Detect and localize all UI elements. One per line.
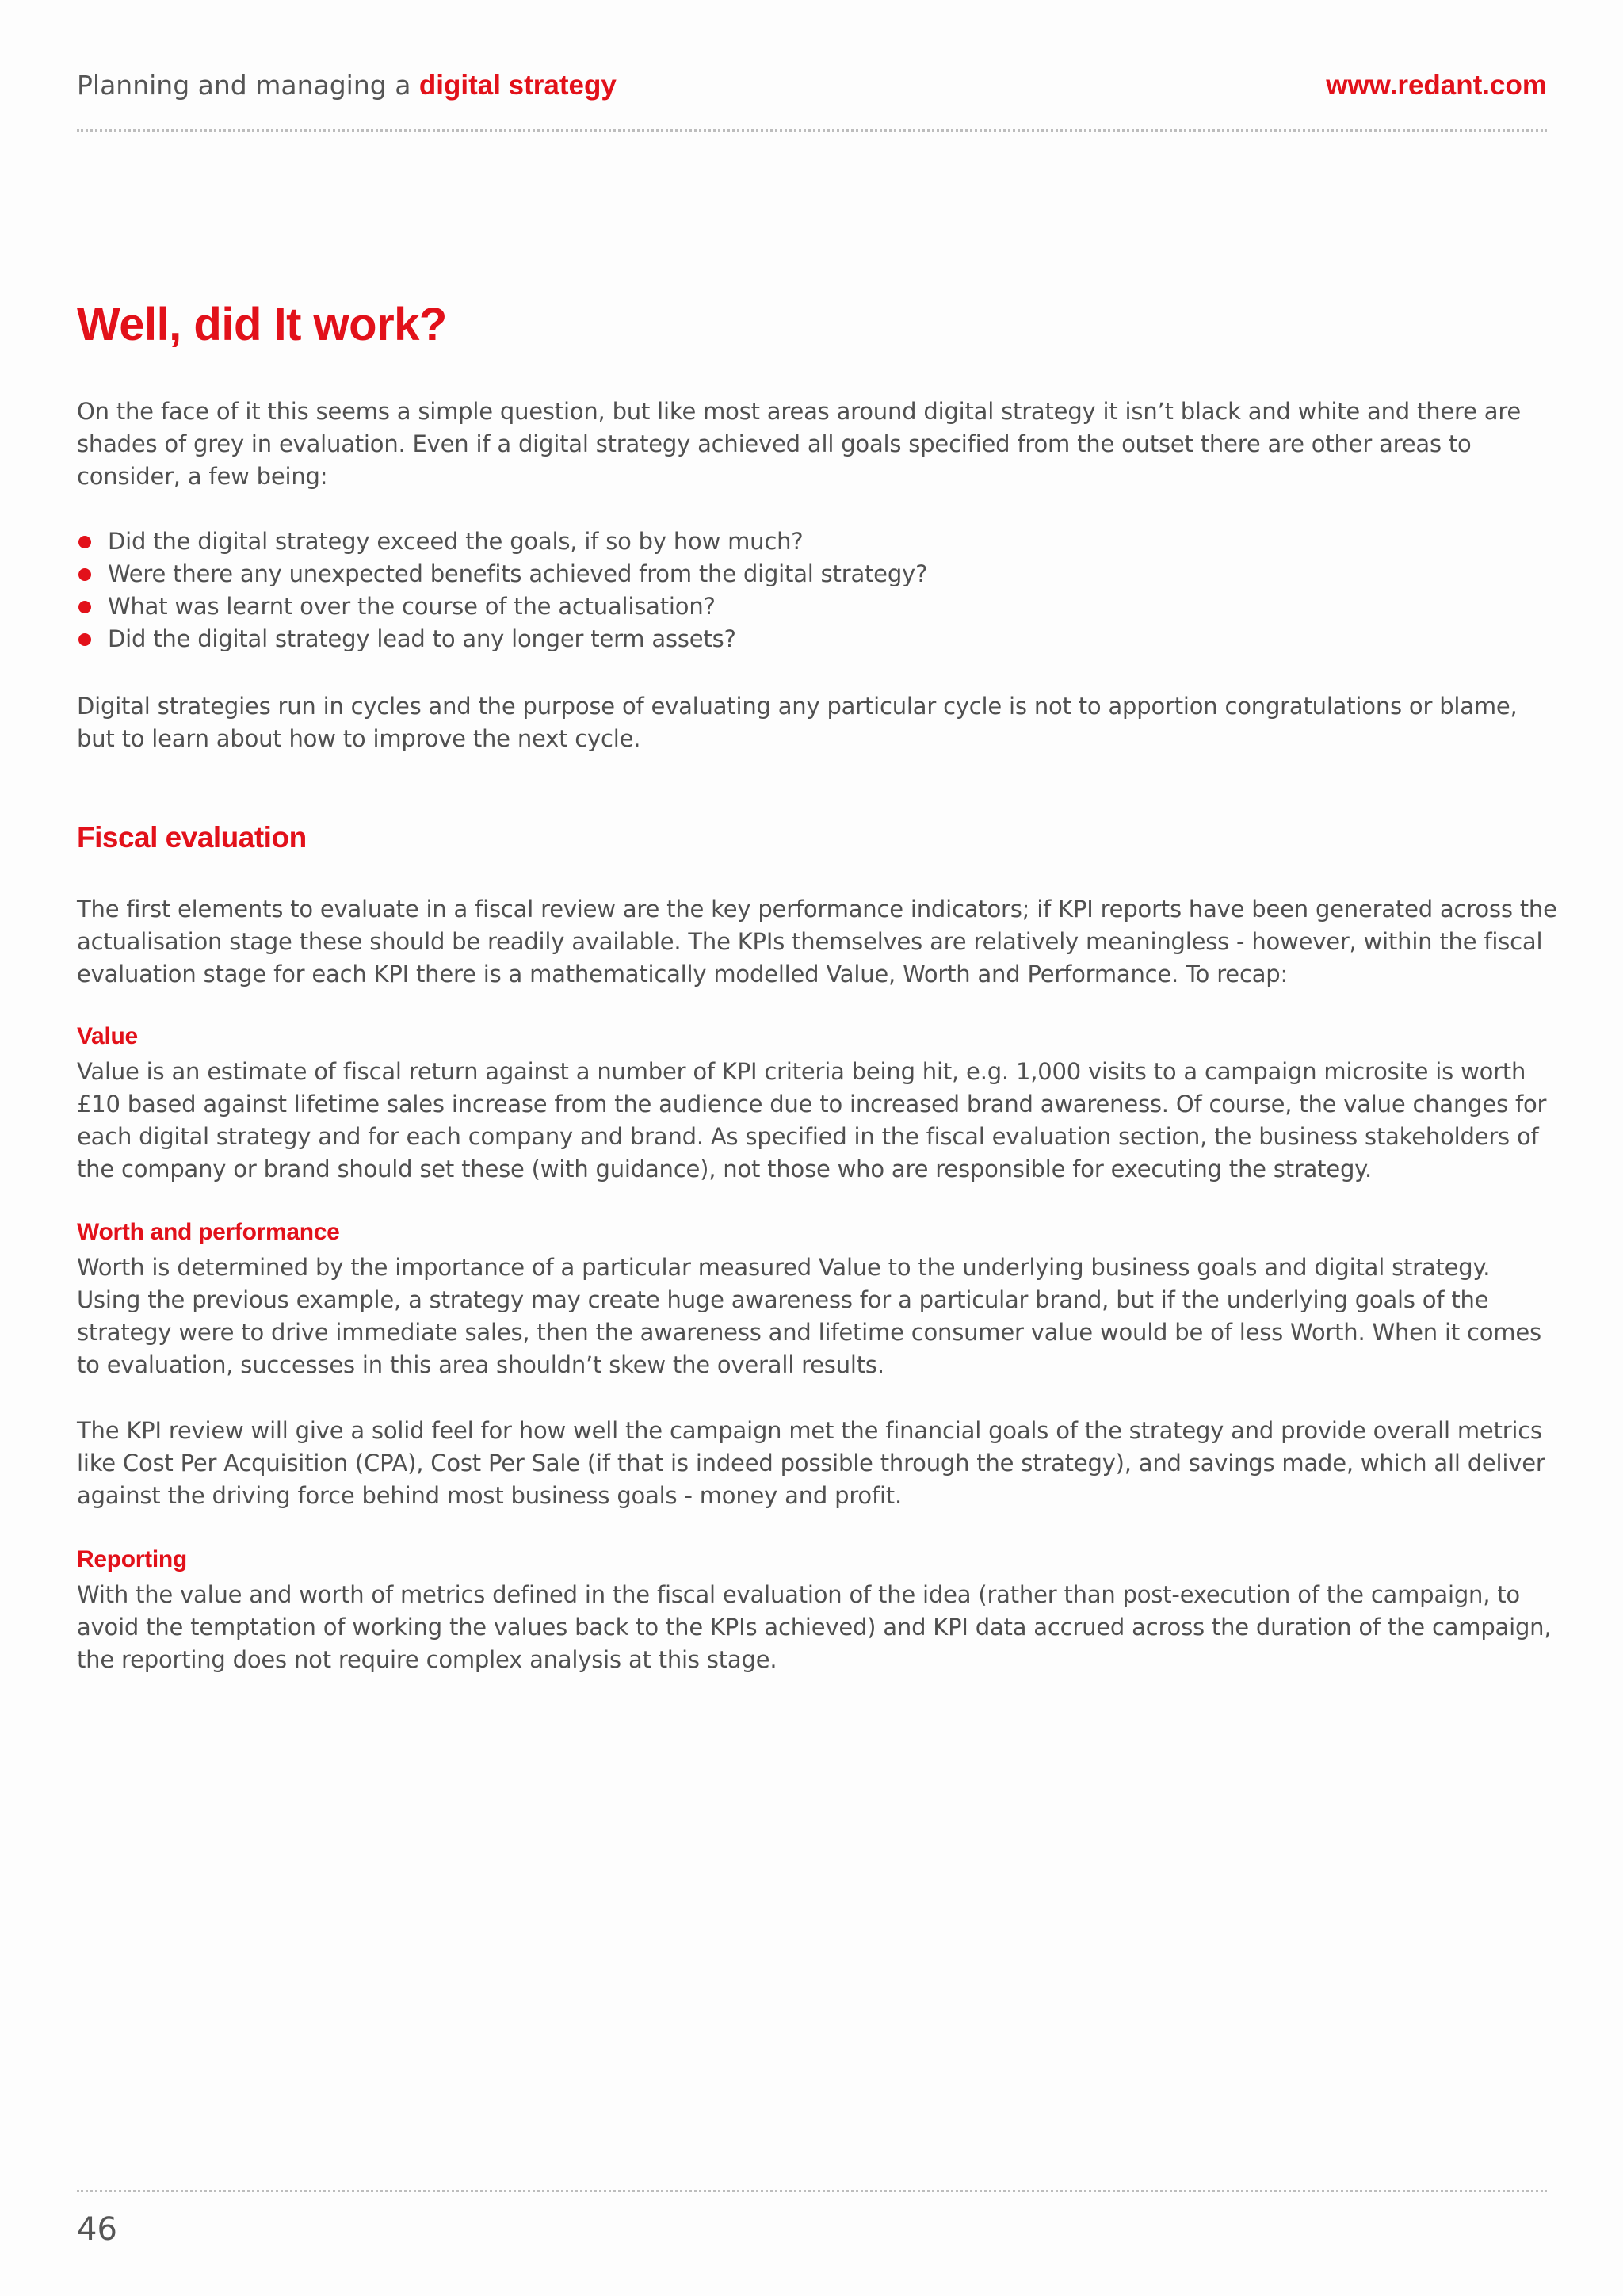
list-item-text: What was learnt over the course of the actualisation? [108,593,716,620]
list-item [77,558,927,590]
website-link[interactable]: www.redant.com [1326,70,1547,101]
page-number: 46 [77,2211,117,2248]
footer-divider [77,2190,1547,2192]
list-item-text: Did the digital strategy exceed the goals, if so by how much? [108,528,804,555]
document-page [77,0,1557,2296]
list-item-text: Did the digital strategy lead to any longer term assets? [108,625,736,652]
header-divider [77,129,1547,132]
bullet-icon [78,601,91,613]
bullet-icon [78,536,91,548]
page-title: Well, did It work? [77,299,447,350]
cycles-paragraph: Digital strategies run in cycles and the purpose of evaluating any particular cycle is not to apportion congratulations or blame, but to learn about how to improve the next cycle. [77,693,1518,752]
fiscal-intro-paragraph: The first elements to evaluate in a fiscal review are the key performance indicators; if KPI reports have been generated across the actualisation stage these should be readily available. The KPIs themselves are relatively meaningless - however, within the fiscal evaluation stage for each KPI there is a mathematically modelled Value, Worth and Performance. To recap: [77,896,1557,988]
kpi-review-paragraph: The KPI review will give a solid feel for how well the campaign met the financial goals of the strategy and provide overall metrics like Cost Per Acquisition (CPA), Cost Per Sale (if that is indeed possible through the strategy), and savings made, which all deliver against the driving force behind most business goals - money and profit. [77,1417,1545,1509]
bullet-icon [78,633,91,646]
list-item [77,525,927,558]
intro-paragraph: On the face of it this seems a simple question, but like most areas around digital strategy it isn’t black and white and there are shades of grey in evaluation. Even if a digital strategy achieved all goals specified from the outset there are other areas to consider, a few being: [77,398,1522,490]
running-title-highlight: digital strategy [418,70,617,101]
section-heading-fiscal: Fiscal evaluation [77,821,307,854]
subheading-worth: Worth and performance [77,1219,340,1245]
question-list [77,525,927,655]
worth-paragraph: Worth is determined by the importance of a particular measured Value to the underlying business goals and digital strategy. Using the previous example, a strategy may create huge awareness for a particular brand, but if the underlying goals of the strategy were to drive immediate sales, then the awareness and lifetime consumer value would be of less Worth. When it comes to evaluation, successes in this area shouldn’t skew the overall results. [77,1254,1541,1378]
value-paragraph: Value is an estimate of fiscal return against a number of KPI criteria being hit, e.g. 1,000 visits to a campaign microsite is worth £10 based against lifetime sales increase from the audience due to increased brand awareness. Of course, the value changes for each digital strategy and for each company and brand. As specified in the fiscal evaluation section, the business stakeholders of the company or brand should set these (with guidance), not those who are responsible for executing the strategy. [77,1058,1547,1182]
reporting-paragraph: With the value and worth of metrics defined in the fiscal evaluation of the idea (rather than post-execution of the campaign, to avoid the temptation of working the values back to the KPIs achieved) and KPI data accrued across the duration of the campaign, the reporting does not require complex analysis at this stage. [77,1581,1552,1673]
subheading-value: Value [77,1023,138,1049]
page-header [77,70,1547,109]
list-item [77,590,927,623]
list-item [77,623,927,655]
running-title [77,70,617,101]
list-item-text: Were there any unexpected benefits achieved from the digital strategy? [108,560,928,587]
bullet-icon [78,568,91,581]
subheading-reporting: Reporting [77,1546,187,1572]
running-title-prefix: Planning and managing a [77,70,419,101]
